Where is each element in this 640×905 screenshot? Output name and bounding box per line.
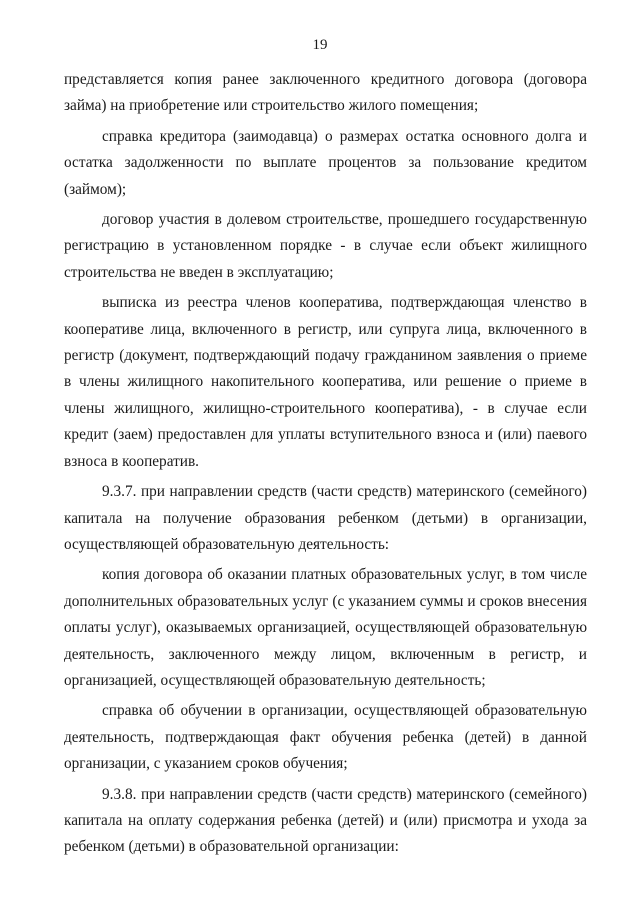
paragraph-housing-loan-copy: представляется копия ранее заключенного кредитного договора (договора займа) на приобретение или строительство жилого помещения; [64,71,587,115]
paragraph-section-9-3-8: 9.3.8. при направлении средств (части средств) материнского (семейного) капитала на оплату содержания ребенка (детей) и (или) присмотра и ухода за ребенком (детьми) в образовательной организации: [64,785,587,856]
paragraph-section-9-3-7: 9.3.7. при направлении средств (части средств) материнского (семейного) капитала на получение образования ребенком (детьми) в организации, осуществляющей образовательную деятельность: [64,483,587,553]
paragraph-education-certificate: справка об обучении в организации, осуществляющей образовательную деятельность, подтверждающая факт обучения ребенка (детей) в данной организации, с указанием сроков обучения; [64,702,587,773]
document-body [64,67,587,861]
paragraph-cooperative-register-extract: выписка из реестра членов кооператива, подтверждающая членство в кооперативе лица, включенного в регистр, или супруга лица, включенного в регистр (документ, подтверждающий подачу гражданином заявления о приеме в члены жилищного накопительного кооператива, или решение о приеме в члены жилищного, жилищно-строительного кооператива), - в случае если кредит (заем) предоставлен для уплаты вступительного взноса и (или) паевого взноса в кооператив. [64,294,587,470]
paragraph-education-contract-copy: копия договора об оказании платных образовательных услуг, в том числе дополнительных образовательных услуг (с указанием суммы и сроков внесения оплаты услуг), оказываемых организацией, осуществляющей образовательную деятельность, заключенного между лицом, включенным в регистр, и организацией, осуществляющей образовательную деятельность; [64,566,587,689]
paragraph-shared-construction-agreement: договор участия в долевом строительстве, прошедшего государственную регистрацию в установленном порядке - в случае если объект жилищного строительства не введен в эксплуатацию; [64,211,587,281]
paragraph-creditor-statement: справка кредитора (заимодавца) о размерах остатка основного долга и остатка задолженности по выплате процентов за пользование кредитом (займом); [64,127,587,198]
page-number: 19 [312,37,328,53]
